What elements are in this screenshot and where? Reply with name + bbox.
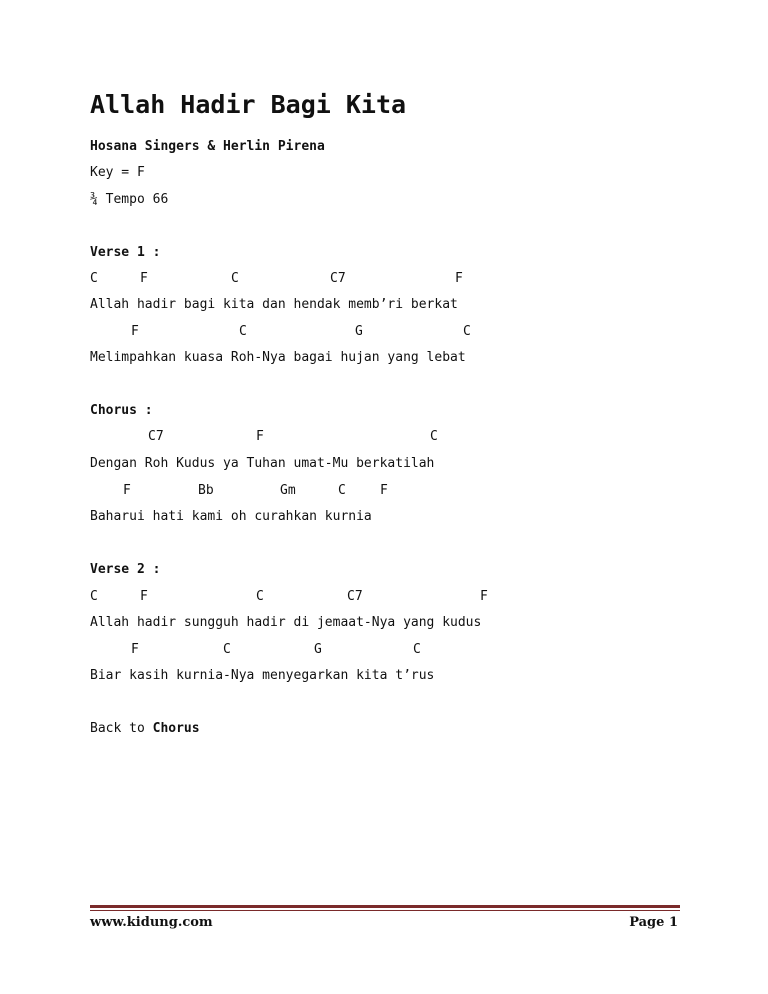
chord: G: [355, 324, 363, 339]
back-to-chorus: [90, 720, 200, 738]
chord: C7: [330, 271, 346, 286]
chord: C: [90, 271, 98, 286]
back-target: Chorus: [152, 721, 200, 736]
key-line: Key = F: [90, 165, 145, 180]
artist-line: Hosana Singers & Herlin Pirena: [90, 139, 325, 154]
chord: C: [463, 324, 471, 339]
tempo-line: ¾ Tempo 66: [90, 192, 169, 207]
song-title: Allah Hadir Bagi Kita: [90, 90, 407, 119]
chord: F: [140, 589, 148, 604]
chord: C7: [148, 429, 164, 444]
chorus-lyric-1: Dengan Roh Kudus ya Tuhan umat-Mu berkatilah: [90, 456, 435, 471]
verse2-heading: Verse 2 :: [90, 562, 161, 577]
chord: C: [338, 483, 346, 498]
chord: C7: [347, 589, 363, 604]
chord: F: [131, 642, 139, 657]
chorus-lyric-2: Baharui hati kami oh curahkan kurnia: [90, 509, 372, 524]
chord: F: [140, 271, 148, 286]
chord: F: [131, 324, 139, 339]
chord: F: [256, 429, 264, 444]
chord: C: [413, 642, 421, 657]
chorus-heading: Chorus :: [90, 403, 153, 418]
verse1-heading: Verse 1 :: [90, 245, 161, 260]
chord: G: [314, 642, 322, 657]
chord: C: [256, 589, 264, 604]
chord: F: [123, 483, 131, 498]
footer-site-link[interactable]: www.kidung.com: [90, 915, 213, 930]
chord: F: [380, 483, 388, 498]
footer-divider: [90, 905, 680, 908]
chord: F: [480, 589, 488, 604]
chord: C: [231, 271, 239, 286]
chord: Bb: [198, 483, 214, 498]
footer-divider-thin: [90, 910, 680, 911]
verse2-lyric-1: Allah hadir sungguh hadir di jemaat-Nya yang kudus: [90, 615, 482, 630]
chord: C: [430, 429, 438, 444]
chord: F: [455, 271, 463, 286]
chord: C: [223, 642, 231, 657]
chord: C: [239, 324, 247, 339]
page-number: Page 1: [629, 915, 678, 930]
chord: C: [90, 589, 98, 604]
verse2-lyric-2: Biar kasih kurnia-Nya menyegarkan kita t’rus: [90, 668, 435, 683]
verse1-lyric-2: Melimpahkan kuasa Roh-Nya bagai hujan yang lebat: [90, 350, 466, 365]
back-prefix: Back to: [90, 721, 153, 736]
chord: Gm: [280, 483, 296, 498]
verse1-lyric-1: Allah hadir bagi kita dan hendak memb’ri berkat: [90, 297, 458, 312]
